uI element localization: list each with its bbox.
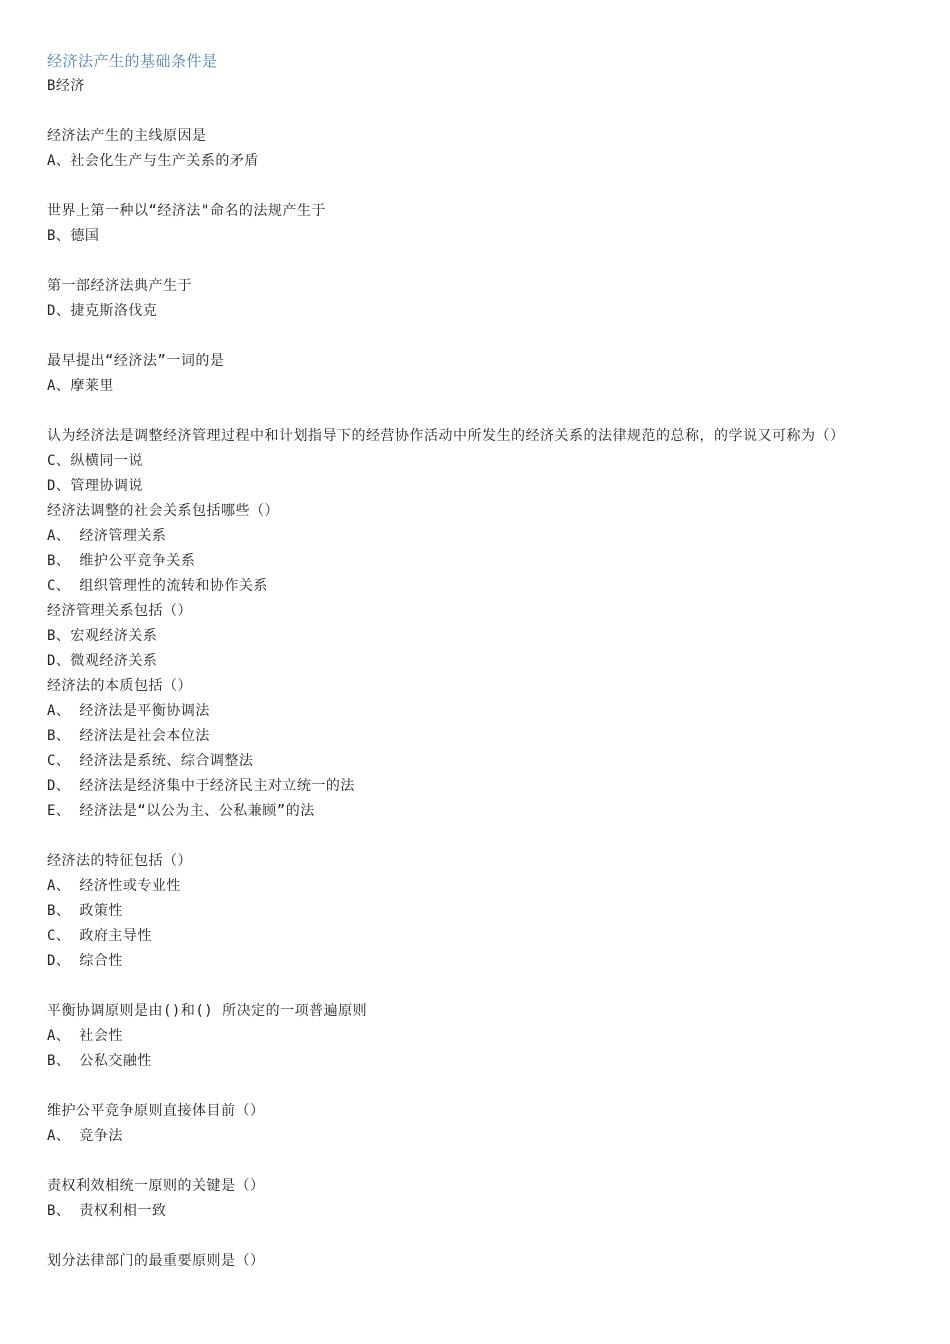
- document-page: [47, 49, 917, 1274]
- answer-text: C、 政府主导性: [47, 928, 152, 944]
- question-text: 维护公平竞争原则直接体目前（）: [47, 1103, 265, 1119]
- question-text: 最早提出“经济法”一词的是: [47, 353, 225, 369]
- answer-text: A、 经济性或专业性: [47, 878, 181, 894]
- answer-text: C、 经济法是系统、综合调整法: [47, 753, 254, 769]
- spacer: [47, 174, 917, 199]
- answer-text: A、 经济管理关系: [47, 528, 167, 544]
- spacer: [47, 824, 917, 849]
- question-text: 经济法调整的社会关系包括哪些（）: [47, 503, 279, 519]
- answer-text: A、摩莱里: [47, 378, 114, 394]
- spacer: [47, 249, 917, 274]
- answer-text: A、 竞争法: [47, 1128, 123, 1144]
- answer-text: B、德国: [47, 228, 100, 244]
- question-text: 世界上第一种以“经济法"命名的法规产生于: [47, 203, 326, 219]
- question-text: 经济法的本质包括（）: [47, 678, 192, 694]
- question-text: 经济法产生的基础条件是: [47, 52, 218, 70]
- answer-text: C、 组织管理性的流转和协作关系: [47, 578, 268, 594]
- answer-text: B、 经济法是社会本位法: [47, 728, 210, 744]
- spacer: [47, 1074, 917, 1099]
- question-text: 划分法律部门的最重要原则是（）: [47, 1253, 265, 1269]
- answer-text: D、捷克斯洛伐克: [47, 303, 158, 319]
- question-text: 第一部经济法典产生于: [47, 278, 192, 294]
- question-text: 经济管理关系包括（）: [47, 603, 192, 619]
- answer-text: D、管理协调说: [47, 478, 143, 494]
- question-text: 责权利效相统一原则的关键是（）: [47, 1178, 265, 1194]
- spacer: [47, 99, 917, 124]
- answer-text: A、 社会性: [47, 1028, 123, 1044]
- spacer: [47, 399, 917, 424]
- question-text: 经济法的特征包括（）: [47, 853, 192, 869]
- answer-text: A、 经济法是平衡协调法: [47, 703, 210, 719]
- spacer: [47, 1224, 917, 1249]
- answer-text: D、 综合性: [47, 953, 123, 969]
- answer-text: B、 政策性: [47, 903, 123, 919]
- answer-text: D、微观经济关系: [47, 653, 158, 669]
- spacer: [47, 974, 917, 999]
- question-text: 认为经济法是调整经济管理过程中和计划指导下的经营协作活动中所发生的经济关系的法律规范的总称，的学说又可称为（）: [47, 428, 845, 444]
- answer-text: D、 经济法是经济集中于经济民主对立统一的法: [47, 778, 355, 794]
- spacer: [47, 1149, 917, 1174]
- answer-text: B、 公私交融性: [47, 1053, 152, 1069]
- spacer: [47, 324, 917, 349]
- question-text: 经济法产生的主线原因是: [47, 128, 207, 144]
- answer-text: A、社会化生产与生产关系的矛盾: [47, 153, 259, 169]
- answer-text: E、 经济法是“以公为主、公私兼顾”的法: [47, 803, 315, 819]
- answer-text: B、 责权利相一致: [47, 1203, 167, 1219]
- answer-text: B、宏观经济关系: [47, 628, 158, 644]
- answer-text: B、 维护公平竞争关系: [47, 553, 196, 569]
- answer-text: B经济: [47, 78, 85, 94]
- answer-text: C、纵横同一说: [47, 453, 143, 469]
- question-text: 平衡协调原则是由()和() 所决定的一项普遍原则: [47, 1003, 368, 1019]
